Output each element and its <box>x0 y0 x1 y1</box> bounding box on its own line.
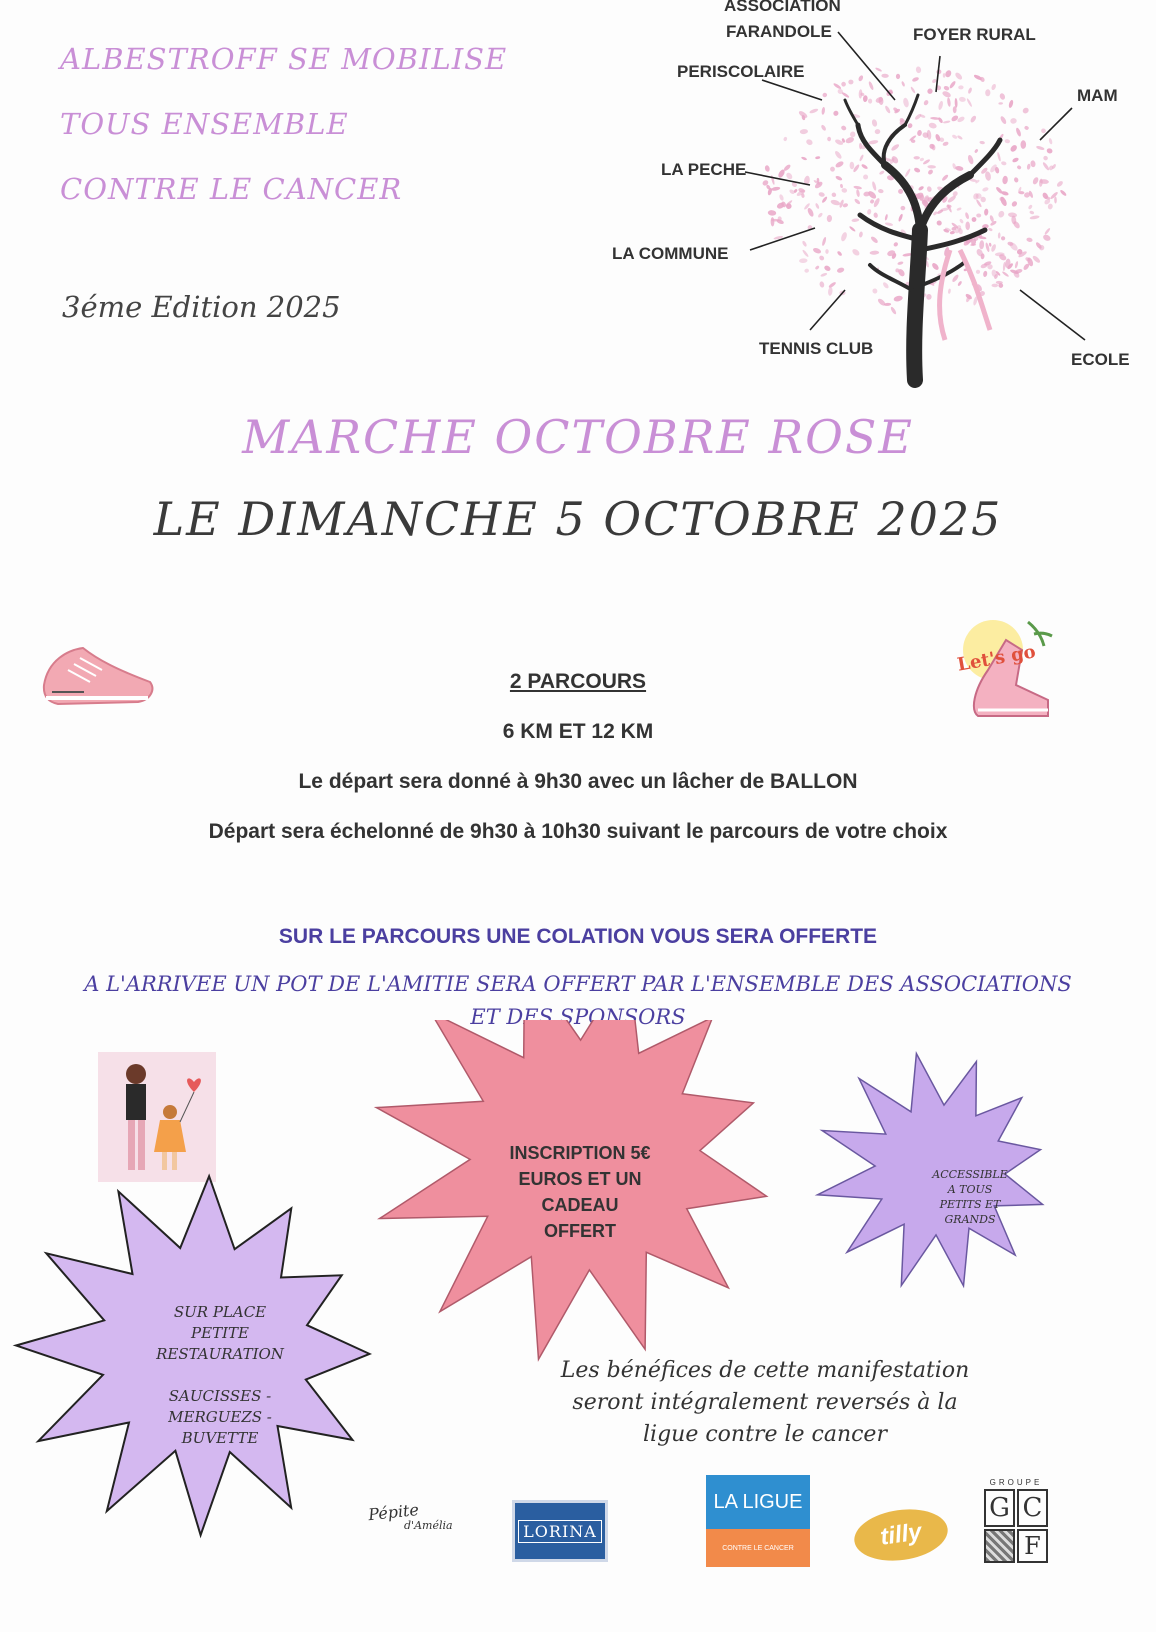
blossom-petal <box>771 217 775 226</box>
blossom-petal <box>799 258 808 263</box>
blossom-petal <box>1010 118 1017 125</box>
blossom-petal <box>959 218 964 224</box>
blossom-petal <box>954 71 963 80</box>
blossom-petal <box>915 66 921 73</box>
blossom-petal <box>1002 271 1010 278</box>
blossom-petal <box>997 210 1005 219</box>
blossom-petal <box>821 196 828 204</box>
blossom-petal <box>944 69 952 78</box>
blossom-petal <box>976 213 981 217</box>
blossom-petal <box>801 240 807 247</box>
slogan-line-3: CONTRE LE CANCER <box>60 172 403 206</box>
sponsor-pepite-logo: Pépite d'Amélia <box>367 1499 453 1532</box>
blossom-petal <box>825 249 829 254</box>
blossom-petal <box>979 141 985 145</box>
blossom-petal <box>913 167 921 174</box>
blossom-petal <box>840 184 844 189</box>
blossom-petal <box>1026 237 1033 242</box>
blossom-petal <box>975 269 980 274</box>
blossom-petal <box>837 250 843 256</box>
blossom-petal <box>873 212 878 218</box>
blossom-petal <box>881 74 889 79</box>
blossom-petal <box>858 89 862 99</box>
blossom-petal <box>835 175 843 181</box>
blossom-petal <box>1022 107 1030 115</box>
blossom-petal <box>849 131 856 138</box>
blossom-petal <box>1024 125 1030 130</box>
blossom-petal <box>858 75 864 82</box>
food-text: SUR PLACE PETITE RESTAURATION SAUCISSES - MERGUEZS - BUVETTE <box>156 1303 284 1447</box>
blossom-petal <box>868 99 872 104</box>
blossom-petal <box>1042 234 1051 242</box>
blossom-petal <box>1059 189 1067 197</box>
blossom-petal <box>1027 163 1031 169</box>
distances-line: 6 KM ET 12 KM <box>502 720 654 743</box>
blossom-petal <box>1000 235 1006 241</box>
blossom-petal <box>938 100 944 110</box>
blossom-petal <box>898 213 904 222</box>
blossom-petal <box>870 236 879 245</box>
blossom-petal <box>1028 204 1033 210</box>
blossom-petal <box>890 306 897 315</box>
blossom-petal <box>826 215 832 223</box>
blossom-petal <box>815 265 820 270</box>
blossom-petal <box>942 141 949 147</box>
blossom-petal <box>1013 177 1019 183</box>
blossom-petal <box>840 231 848 242</box>
blossom-petal <box>951 274 959 283</box>
blossom-petal <box>820 272 828 277</box>
blossom-petal <box>984 208 989 215</box>
blossom-petal <box>1012 157 1020 163</box>
blossom-petal <box>815 156 820 160</box>
blossom-petal <box>1015 127 1022 137</box>
blossom-petal <box>841 91 850 98</box>
blossom-petal <box>849 162 854 170</box>
blossom-petal <box>1014 261 1018 269</box>
blossom-petal <box>854 198 861 205</box>
blossom-petal <box>836 267 844 274</box>
slogan-line-1: ALBESTROFF SE MOBILISE <box>60 42 508 76</box>
blossom-petal <box>800 129 809 135</box>
blossom-petal <box>863 175 868 180</box>
blossom-petal <box>1009 144 1018 153</box>
tree-label-ecole: ECOLE <box>1071 350 1130 369</box>
blossom-petal <box>936 219 943 226</box>
blossom-petal <box>1036 145 1045 151</box>
blossom-petal <box>821 237 827 247</box>
blossom-petal <box>959 96 967 102</box>
blossom-petal <box>967 154 975 165</box>
blossom-petal <box>871 119 878 127</box>
blossom-petal <box>856 189 861 197</box>
tree-label-foyer-rural: FOYER RURAL <box>913 25 1036 44</box>
blossom-petal <box>868 81 875 91</box>
blossom-petal <box>890 143 900 152</box>
blossom-petal <box>1032 255 1042 264</box>
blossom-petal <box>869 199 874 205</box>
blossom-petal <box>840 125 847 131</box>
blossom-petal <box>1048 138 1053 145</box>
blossom-petal <box>1047 203 1053 210</box>
blossom-petal <box>859 154 864 162</box>
blossom-petal <box>821 107 825 115</box>
snack-line: SUR LE PARCOURS UNE COLATION VOUS SERA OFFERTE <box>278 925 878 948</box>
blossom-petal <box>841 188 847 194</box>
blossom-petal <box>882 281 890 289</box>
blossom-petal <box>815 203 820 210</box>
blossom-petal <box>919 157 924 161</box>
blossom-petal <box>931 262 940 271</box>
blossom-petal <box>1011 200 1018 208</box>
blossom-petal <box>951 134 958 140</box>
blossom-petal <box>956 207 962 211</box>
blossom-petal <box>779 194 785 202</box>
blossom-petal <box>764 165 770 173</box>
blossom-petal <box>955 165 964 171</box>
blossom-petal <box>818 255 825 262</box>
blossom-petal <box>1020 140 1026 149</box>
blossom-petal <box>802 249 810 257</box>
blossom-petal <box>901 81 906 87</box>
blossom-petal <box>998 102 1003 105</box>
arrival-line-1: A L'ARRIVEE UN POT DE L'AMITIE SERA OFFERT PAR L'ENSEMBLE DES ASSOCIATIONS <box>84 972 1072 996</box>
blossom-petal <box>828 287 833 296</box>
blossom-petal <box>827 137 831 142</box>
blossom-petal <box>1001 161 1007 166</box>
blossom-petal <box>830 199 841 206</box>
blossom-petal <box>957 135 964 141</box>
blossom-petal <box>893 295 903 302</box>
blossom-petal <box>1030 160 1036 168</box>
association-tree-illustration <box>0 0 1156 400</box>
blossom-petal <box>771 219 779 222</box>
blossom-petal <box>926 186 932 193</box>
blossom-petal <box>998 232 1001 238</box>
blossom-petal <box>937 117 943 124</box>
blossom-petal <box>834 160 844 169</box>
blossom-petal <box>871 181 877 191</box>
blossom-petal <box>1042 161 1050 171</box>
blossom-petal <box>804 268 809 273</box>
blossom-petal <box>991 284 998 288</box>
blossom-petal <box>958 85 964 89</box>
blossom-petal <box>943 73 946 78</box>
tree-label-periscolaire: PERISCOLAIRE <box>677 62 805 81</box>
blossom-petal <box>985 89 990 96</box>
slogan-line-2: TOUS ENSEMBLE <box>60 107 349 141</box>
start-line: Le départ sera donné à 9h30 avec un lâcher de BALLON <box>298 770 858 793</box>
blossom-petal <box>820 124 827 131</box>
blossom-petal <box>1056 180 1064 188</box>
blossom-petal <box>833 82 842 90</box>
blossom-petal <box>949 80 957 89</box>
arrival-line-2: ET DES SPONSORS <box>470 1005 686 1029</box>
blossom-petal <box>831 192 837 198</box>
blossom-petal <box>902 97 909 108</box>
blossom-petal <box>853 185 862 190</box>
staggered-start-line: Départ sera échelonné de 9h30 à 10h30 suivant le parcours de votre choix <box>208 820 948 843</box>
blossom-petal <box>933 211 938 216</box>
blossom-petal <box>1019 191 1025 194</box>
blossom-petal <box>967 87 972 94</box>
blossom-petal <box>941 90 951 99</box>
blossom-petal <box>966 98 973 108</box>
blossom-petal <box>918 185 925 191</box>
blossom-petal <box>982 187 989 193</box>
benefit-text: Les bénéfices de cette manifestation seront intégralement reversés à la ligue contre le cancer <box>560 1358 970 1447</box>
blossom-petal <box>1002 176 1008 185</box>
tree-label-farandole: FARANDOLE <box>726 22 832 41</box>
blossom-petal <box>809 108 819 114</box>
blossom-petal <box>917 130 923 137</box>
blossom-petal <box>1044 227 1051 235</box>
blossom-petal <box>885 222 894 227</box>
blossom-petal <box>912 76 920 82</box>
blossom-petal <box>841 81 846 87</box>
blossom-petal <box>928 122 937 130</box>
blossom-petal <box>897 261 904 265</box>
blossom-petal <box>812 247 822 255</box>
blossom-petal <box>1032 176 1040 185</box>
blossom-petal <box>904 168 911 177</box>
tree-label-mam: MAM <box>1077 86 1118 105</box>
blossom-petal <box>832 110 839 117</box>
blossom-petal <box>817 212 823 218</box>
blossom-petal <box>999 115 1007 125</box>
blossom-petal <box>806 207 814 217</box>
courses-heading: 2 PARCOURS <box>509 670 647 693</box>
blossom-petal <box>845 136 855 144</box>
event-title: MARCHE OCTOBRE ROSE <box>242 410 914 464</box>
blossom-petal <box>1008 99 1014 108</box>
blossom-petal <box>849 226 856 233</box>
blossom-petal <box>868 139 879 144</box>
blossom-petal <box>873 197 881 208</box>
blossom-petal <box>1054 196 1057 203</box>
blossom-petal <box>828 281 837 288</box>
lets-go-label: Let's go <box>955 641 1038 676</box>
blossom-petal <box>907 122 913 129</box>
blossom-petal <box>983 270 988 277</box>
blossom-petal <box>818 192 825 198</box>
blossom-petal <box>1029 215 1039 220</box>
blossom-petal <box>861 163 869 169</box>
blossom-petal <box>927 165 936 169</box>
accessible-text: ACCESSIBLE A TOUS PETITS ET GRANDS <box>932 1168 1008 1226</box>
tree-label-la-peche: LA PECHE <box>661 160 747 179</box>
blossom-petal <box>910 86 916 94</box>
blossom-petal <box>948 288 951 294</box>
blossom-petal <box>819 281 825 288</box>
blossom-petal <box>941 174 949 182</box>
blossom-petal <box>971 217 977 223</box>
tree-label-la-commune: LA COMMUNE <box>612 244 729 263</box>
blossom-petal <box>848 79 854 84</box>
blossom-petal <box>834 150 843 160</box>
blossom-petal <box>926 87 933 94</box>
blossom-petal <box>872 288 879 295</box>
blossom-petal <box>943 85 950 91</box>
blossom-petal <box>988 227 993 231</box>
blossom-petal <box>870 250 880 254</box>
blossom-petal <box>896 74 900 79</box>
blossom-petal <box>927 169 934 176</box>
blossom-petal <box>851 248 860 257</box>
blossom-petal <box>863 95 868 102</box>
blossom-petal <box>989 242 992 246</box>
sponsor-tilly-logo: tilly <box>851 1504 951 1567</box>
blossom-petal <box>1004 139 1010 144</box>
blossom-petal <box>930 117 940 120</box>
sponsor-la-ligue-logo: LA LIGUE CONTRE LE CANCER <box>706 1475 810 1567</box>
blossom-petal <box>801 156 808 161</box>
blossom-petal <box>823 265 831 272</box>
blossom-petal <box>1029 210 1034 215</box>
blossom-petal <box>965 221 970 230</box>
blossom-petal <box>822 92 828 98</box>
blossom-petal <box>979 240 984 249</box>
blossom-petal <box>1046 148 1053 155</box>
blossom-petal <box>771 186 781 191</box>
blossom-petal <box>768 210 777 216</box>
blossom-petal <box>989 215 994 223</box>
blossom-petal <box>851 218 859 222</box>
blossom-petal <box>875 67 883 72</box>
sponsor-lorina-logo: LORINA <box>512 1500 608 1562</box>
blossom-petal <box>884 105 891 114</box>
blossom-petal <box>879 170 885 175</box>
blossom-petal <box>867 209 872 215</box>
edition-label: 3éme Edition 2025 <box>62 290 341 324</box>
blossom-petal <box>997 152 1002 162</box>
event-date: LE DIMANCHE 5 OCTOBRE 2025 <box>153 492 1003 546</box>
blossom-petal <box>957 280 963 286</box>
blossom-petal <box>900 206 905 211</box>
blossom-petal <box>999 92 1006 100</box>
blossom-petal <box>884 214 888 221</box>
blossom-petal <box>805 138 813 146</box>
tree-label-tennis-club: TENNIS CLUB <box>759 339 874 358</box>
blossom-petal <box>1049 191 1058 200</box>
blossom-petal <box>1016 165 1021 170</box>
blossom-petal <box>785 172 793 181</box>
blossom-petal <box>878 189 884 194</box>
blossom-petal <box>1042 155 1048 161</box>
blossom-petal <box>974 148 979 153</box>
blossom-petal <box>859 231 864 238</box>
blossom-petal <box>969 115 977 124</box>
blossom-petal <box>923 99 929 106</box>
inscription-text: INSCRIPTION 5€ EUROS ET UN CADEAU OFFERT <box>509 1143 651 1242</box>
blossom-petal <box>783 136 788 141</box>
blossom-petal <box>893 241 899 247</box>
blossom-petal <box>874 129 880 135</box>
sponsor-gcf-logo: GROUPE G C F <box>984 1478 1048 1558</box>
tree-label-association: ASSOCIATION <box>724 0 841 15</box>
blossom-petal <box>829 166 836 173</box>
blossom-petal <box>947 97 951 107</box>
blossom-petal <box>914 156 920 159</box>
blossom-petal <box>964 212 969 220</box>
blossom-petal <box>943 120 951 124</box>
blossom-petal <box>991 83 997 90</box>
blossom-petal <box>950 230 956 234</box>
starburst-layer <box>0 1020 1156 1550</box>
